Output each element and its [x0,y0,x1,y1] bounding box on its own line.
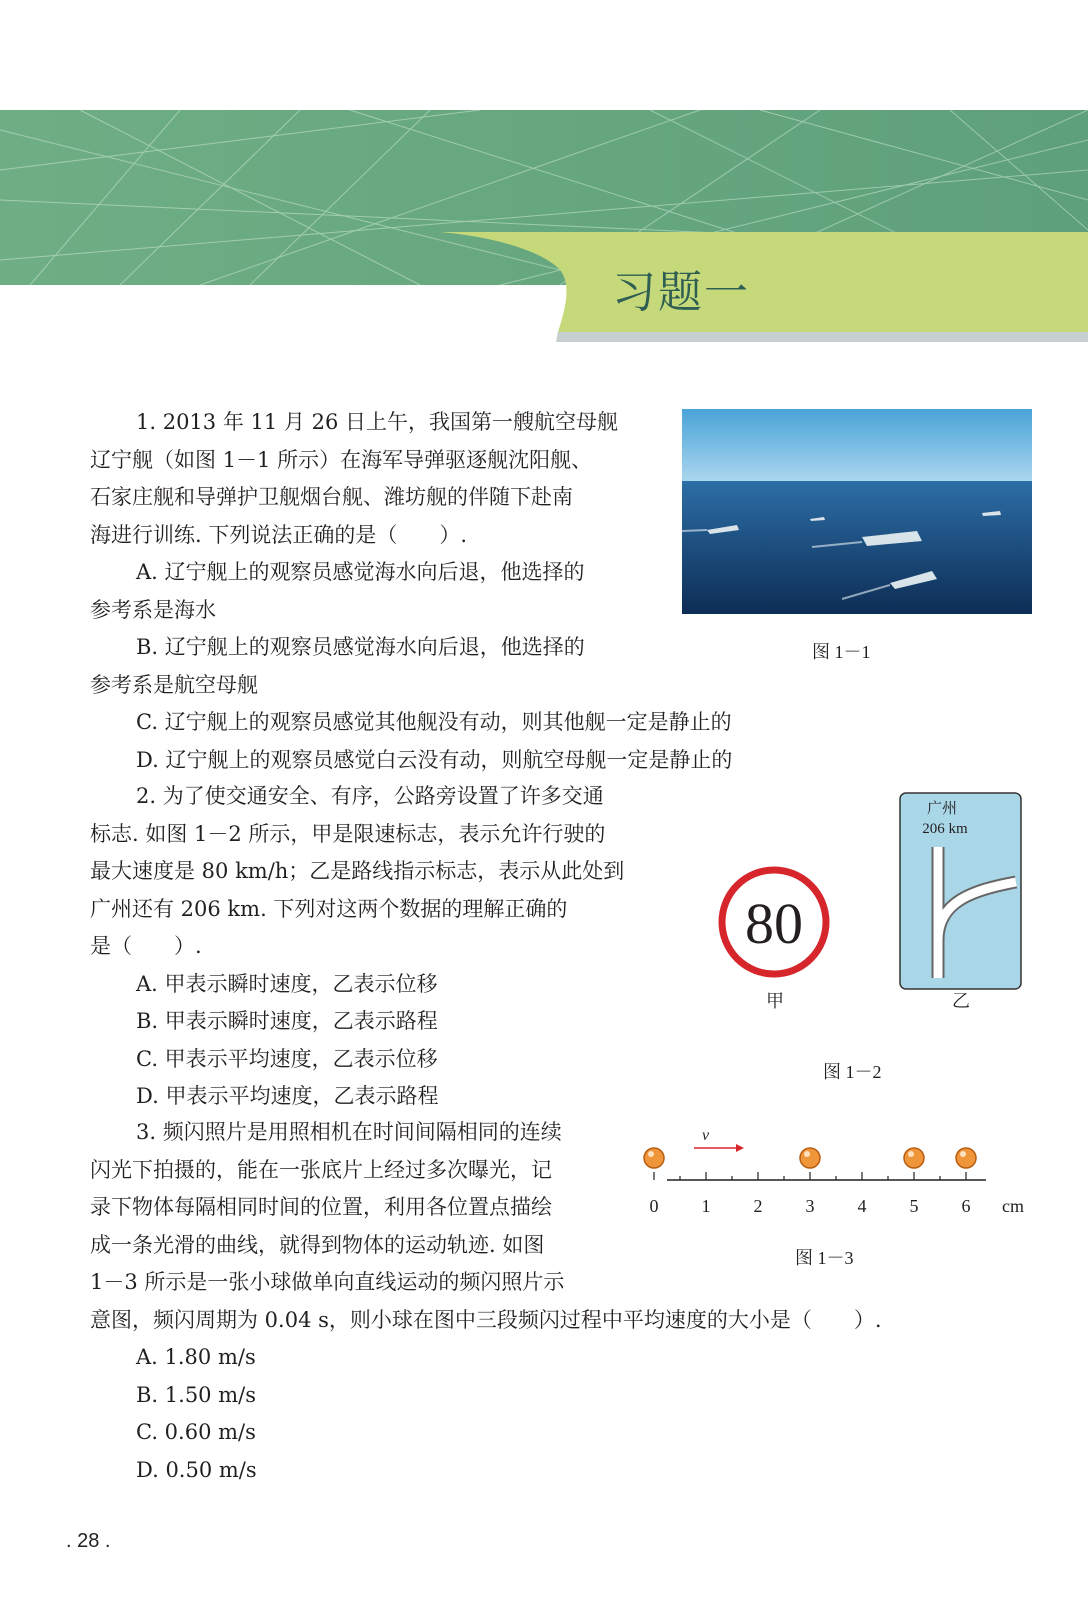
strobe-ball [800,1148,820,1168]
strobe-ball [904,1148,924,1168]
q2-line: 标志. 如图 1－2 所示，甲是限速标志，表示允许行驶的 [90,821,606,846]
q2-option-d: D. 甲表示平均速度，乙表示路程 [136,1084,439,1108]
strobe-photo-figure [640,1122,1040,1232]
q3-option-a: A. 1.80 m/s [136,1345,256,1369]
ruler-tick-label: 1 [701,1196,711,1216]
velocity-arrow-head [736,1144,744,1152]
q1-option-b-cont: 参考系是航空母舰 [90,672,258,697]
q2-line: 2. 为了使交通安全、有序，公路旁设置了许多交通 [136,784,604,808]
figure-1-2-caption: 图 1－2 [823,1062,882,1082]
q1-line: 1. 2013 年 11 月 26 日上午，我国第一艘航空母舰 [136,410,618,434]
label-jia: 甲 [766,991,784,1011]
aircraft-carrier-photo [682,409,1032,614]
ruler-tick-label: 2 [753,1196,763,1216]
ruler-tick-label: 6 [961,1196,971,1216]
ruler-tick-label: 4 [857,1196,867,1216]
strobe-ball [956,1148,976,1168]
label-yi: 乙 [952,991,970,1011]
q3-line: 录下物体每隔相同时间的位置，利用各位置点描绘 [90,1195,552,1219]
q2-option-c: C. 甲表示平均速度，乙表示位移 [136,1046,438,1071]
q2-line: 广州还有 206 km. 下列对这两个数据的理解正确的 [90,896,568,921]
q1-option-b: B. 辽宁舰上的观察员感觉海水向后退，他选择的 [136,635,585,659]
q1-line: 石家庄舰和导弹护卫舰烟台舰、潍坊舰的伴随下赴南 [90,485,573,509]
q2-option-b: B. 甲表示瞬时速度，乙表示路程 [136,1009,438,1033]
ruler-tick-label: 0 [649,1196,659,1216]
strobe-ball-highlight [960,1151,966,1157]
q1-option-c: C. 辽宁舰上的观察员感觉其他舰没有动，则其他舰一定是静止的 [136,710,732,734]
q2-option-a: A. 甲表示瞬时速度，乙表示位移 [136,971,438,996]
route-sign-distance: 206 km [922,821,968,837]
question-2 [90,778,690,1116]
strobe-ball-highlight [648,1151,654,1157]
header-banner [0,110,1088,355]
q1-option-a: A. 辽宁舰上的观察员感觉海水向后退，他选择的 [136,560,585,584]
q1-line: 海进行训练. 下列说法正确的是（ ）. [90,522,468,547]
q1-line: 辽宁舰（如图 1－1 所示）在海军导弹驱逐舰沈阳舰、 [90,447,593,472]
q3-option-b: B. 1.50 m/s [136,1382,256,1407]
q1-option-d: D. 辽宁舰上的观察员感觉白云没有动，则航空母舰一定是静止的 [136,747,733,772]
ruler-tick-label: 3 [805,1196,815,1216]
page-number: . 28 . [66,1530,111,1552]
figure-1-1-caption: 图 1－1 [812,642,871,662]
strobe-ball-highlight [908,1151,914,1157]
strobe-ball [644,1148,664,1168]
q3-line: 成一条光滑的曲线，就得到物体的运动轨迹. 如图 [90,1232,545,1257]
q3-line: 3. 频闪照片是用照相机在时间间隔相同的连续 [136,1120,562,1144]
velocity-label: v [702,1127,710,1144]
q3-line: 闪光下拍摄的，能在一张底片上经过多次曝光，记 [90,1157,552,1182]
q3-line: 1－3 所示是一张小球做单向直线运动的频闪照片示 [90,1270,565,1294]
q2-line: 最大速度是 80 km/h；乙是路线指示标志，表示从此处到 [90,859,625,883]
q3-line: 意图，频闪周期为 0.04 s，则小球在图中三段频闪过程中平均速度的大小是（ ）. [90,1307,882,1332]
route-sign-city: 广州 [926,801,958,817]
q3-option-c: C. 0.60 m/s [136,1420,256,1444]
ruler-unit: cm [1002,1196,1024,1216]
ruler-tick-label: 5 [909,1196,919,1216]
figure-1-3-caption: 图 1－3 [795,1248,854,1268]
q3-option-d: D. 0.50 m/s [136,1457,257,1482]
traffic-signs-figure [700,790,1040,1090]
page-title: 习题一 [612,267,750,318]
q2-line: 是（ ）. [90,934,202,958]
question-1 [90,404,733,779]
speed-limit-value: 80 [745,891,803,956]
strobe-ball-highlight [804,1151,810,1157]
q1-option-a-cont: 参考系是海水 [90,597,216,622]
